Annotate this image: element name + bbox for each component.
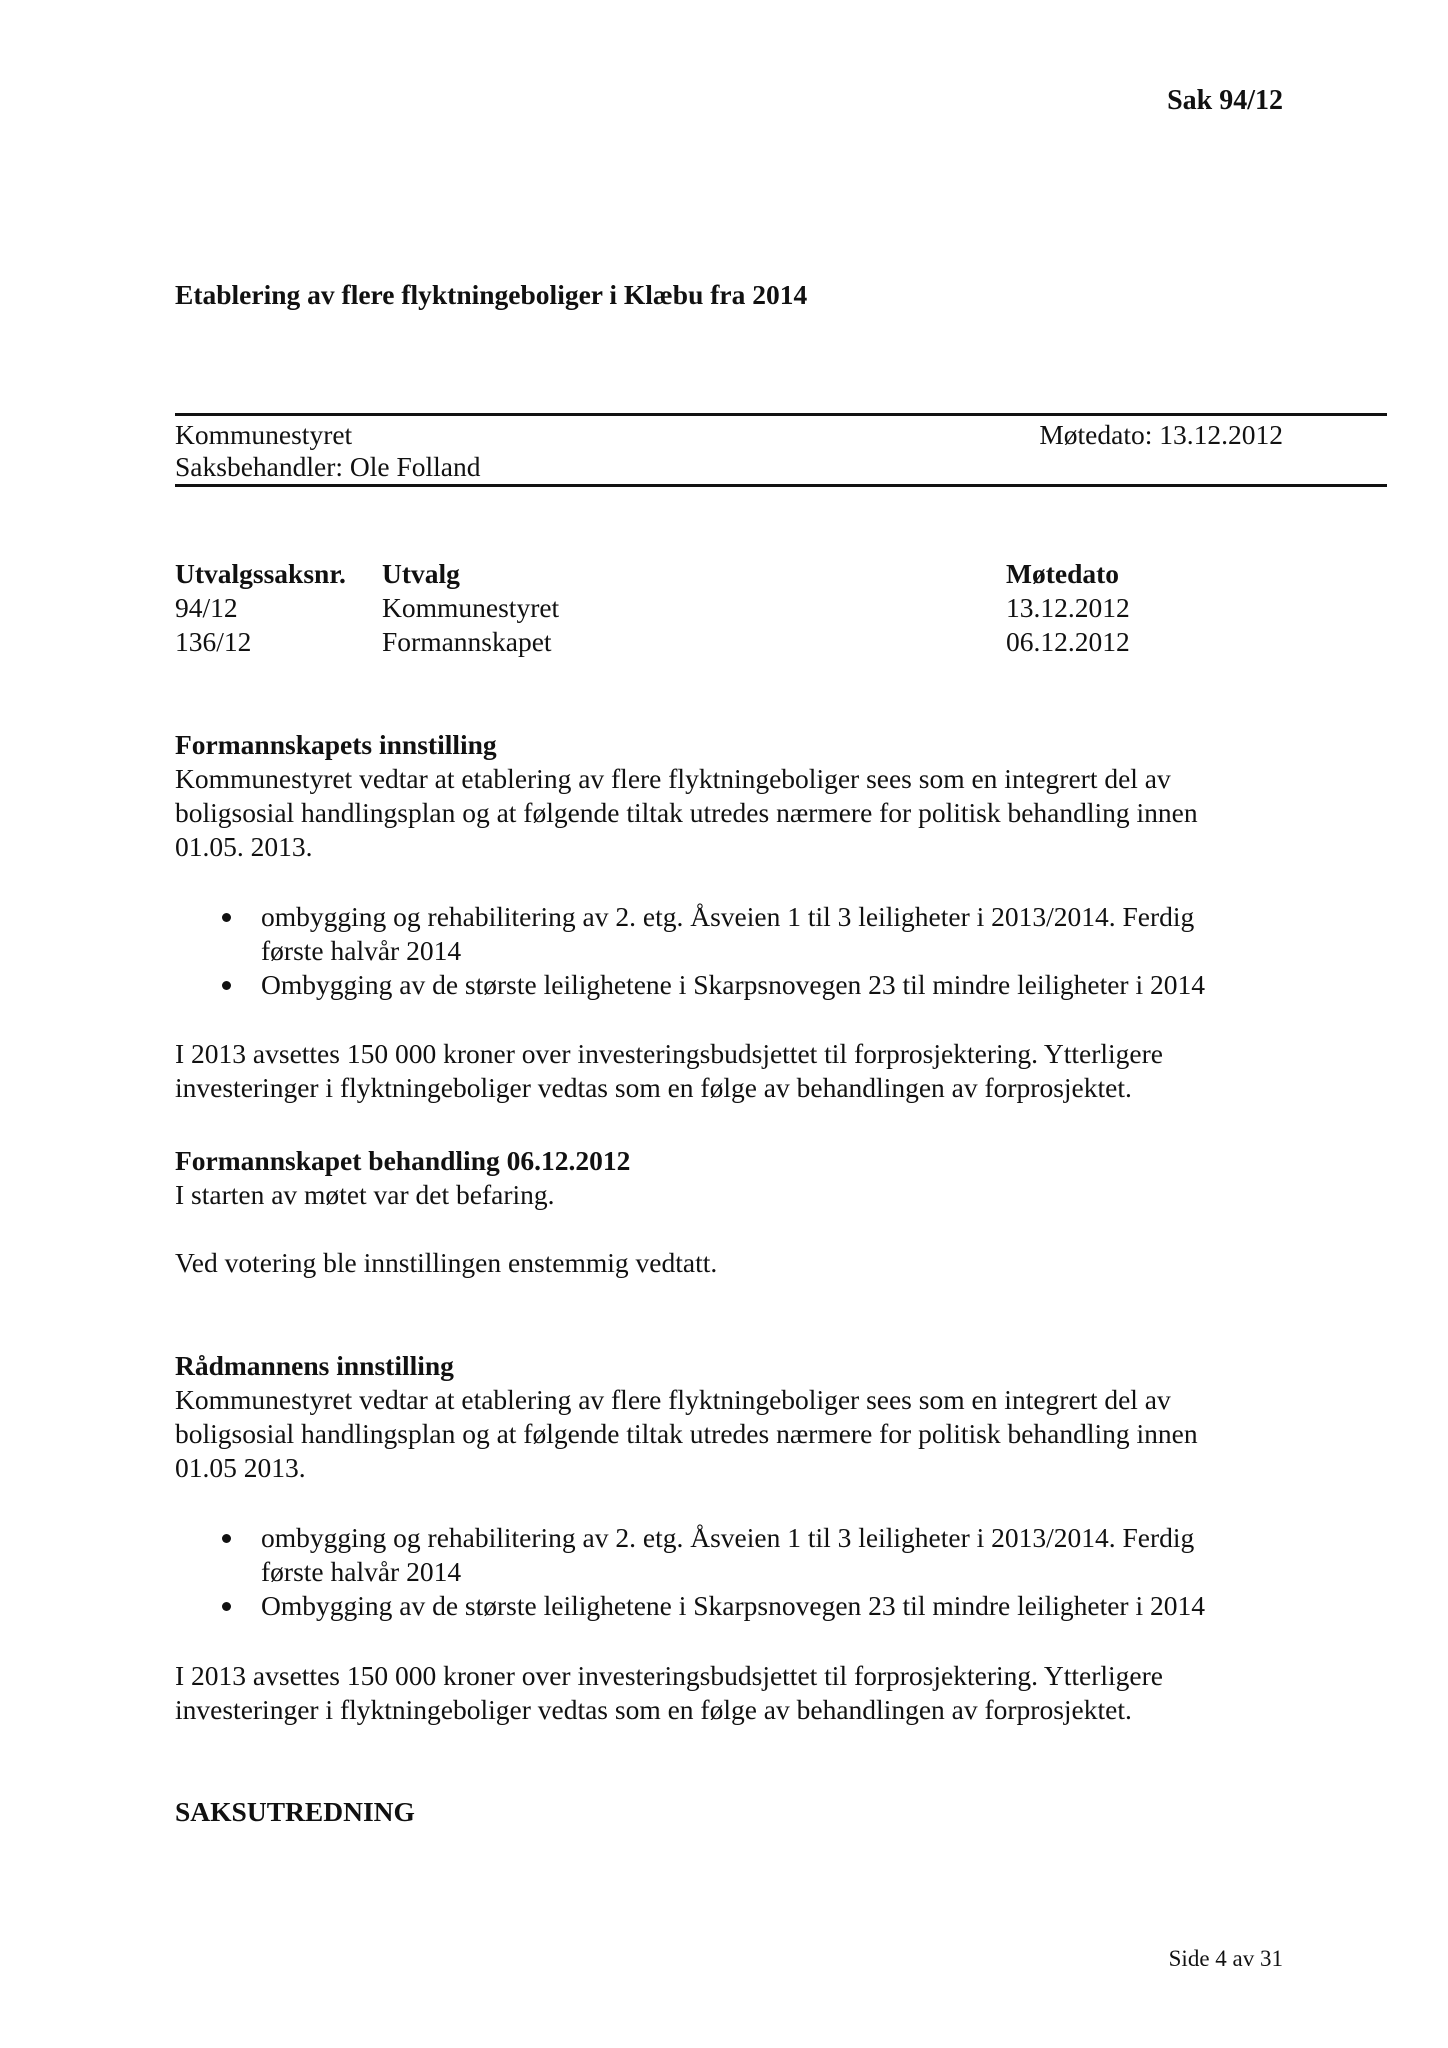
table-row-2-case-no: 136/12 [175,626,252,657]
formannskap-bullet-1: ombygging og rehabilitering av 2. etg. Åsveien 1 til 3 leiligheter i 2013/2014. Ferdig [261,901,1195,932]
formannskap-processing-text: I starten av møtet var det befaring. [175,1179,555,1210]
formannskap-closing-line: investeringer i flyktningeboliger vedtas som en følge av behandlingen av forprosjektet. [175,1072,1132,1103]
bullet-dot [222,1534,231,1543]
formannskap-recommendation-line: boligsosial handlingsplan og at følgende tiltak utredes nærmere for politisk behandling innen [175,797,1198,828]
formannskap-bullet-1-cont: første halvår 2014 [261,935,462,966]
formannskap-recommendation-line: 01.05. 2013. [175,831,313,862]
table-header-meeting-date: Møtedato [1006,558,1120,589]
table-row-2-date: 06.12.2012 [1006,626,1130,657]
formannskap-closing-line: I 2013 avsettes 150 000 kroner over investeringsbudsjettet til forprosjektering. Ytterligere [175,1038,1163,1069]
meta-top-rule [175,413,1387,416]
table-row-1-case-no: 94/12 [175,592,238,623]
formannskap-recommendation-heading: Formannskapets innstilling [175,729,497,760]
radmann-recommendation-line: boligsosial handlingsplan og at følgende tiltak utredes nærmere for politisk behandling innen [175,1418,1198,1449]
meta-meeting-date: Møtedato: 13.12.2012 [1039,419,1283,450]
section-heading: SAKSUTREDNING [175,1796,415,1827]
table-header-case-no: Utvalgssaksnr. [175,558,346,589]
formannskap-recommendation-line: Kommunestyret vedtar at etablering av flere flyktningeboliger sees som en integrert del av [175,763,1171,794]
table-row-1-committee: Kommunestyret [382,592,560,623]
meta-case-handler: Saksbehandler: Ole Folland [175,451,481,482]
table-row-1-date: 13.12.2012 [1006,592,1130,623]
formannskap-bullet-2: Ombygging av de største leilighetene i Skarpsnovegen 23 til mindre leiligheter i 2014 [261,969,1205,1000]
table-row-2-committee: Formannskapet [382,626,552,657]
radmann-recommendation-heading: Rådmannens innstilling [175,1350,454,1381]
bullet-dot [222,1602,231,1611]
document-title: Etablering av flere flyktningeboliger i Klæbu fra 2014 [175,279,808,310]
page-number: Side 4 av 31 [1168,1946,1283,1971]
radmann-closing-line: investeringer i flyktningeboliger vedtas som en følge av behandlingen av forprosjektet. [175,1694,1132,1725]
table-header-committee: Utvalg [382,558,460,589]
radmann-closing-line: I 2013 avsettes 150 000 kroner over investeringsbudsjettet til forprosjektering. Ytterligere [175,1660,1163,1691]
radmann-bullet-1: ombygging og rehabilitering av 2. etg. Åsveien 1 til 3 leiligheter i 2013/2014. Ferdig [261,1522,1195,1553]
radmann-recommendation-line: 01.05 2013. [175,1452,306,1483]
bullet-dot [222,913,231,922]
bullet-dot [222,981,231,990]
radmann-bullet-2: Ombygging av de største leilighetene i Skarpsnovegen 23 til mindre leiligheter i 2014 [261,1590,1205,1621]
radmann-bullet-1-cont: første halvår 2014 [261,1556,462,1587]
formannskap-processing-heading: Formannskapet behandling 06.12.2012 [175,1145,631,1176]
meta-bottom-rule [175,484,1387,487]
formannskap-processing-vote: Ved votering ble innstillingen enstemmig vedtatt. [175,1247,718,1278]
meta-body: Kommunestyret [175,419,353,450]
case-number: Sak 94/12 [1167,85,1283,116]
radmann-recommendation-line: Kommunestyret vedtar at etablering av flere flyktningeboliger sees som en integrert del av [175,1384,1171,1415]
